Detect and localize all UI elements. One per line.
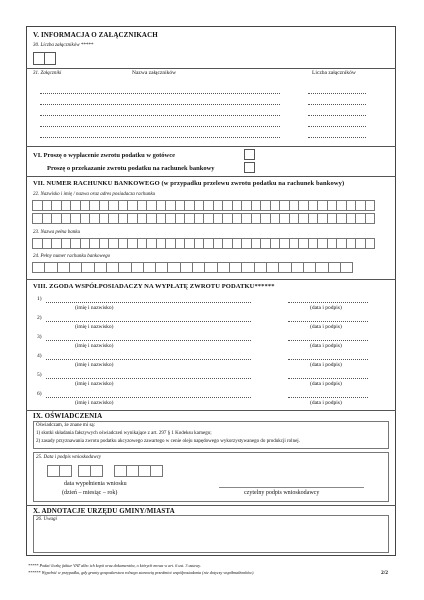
attachments-names-header: Nazwa załączników	[132, 70, 177, 76]
bank-transfer-checkbox[interactable]	[244, 162, 255, 173]
coowner-signature-line[interactable]	[288, 359, 368, 360]
date-day-boxes[interactable]	[48, 465, 72, 477]
coowner-signature-line[interactable]	[288, 302, 368, 303]
bank-name-row[interactable]	[33, 238, 375, 249]
attachment-name-line[interactable]	[40, 104, 280, 105]
divider	[26, 68, 396, 69]
coowner-number: 4)	[37, 353, 42, 359]
field-25-label: 25. Data i podpis wnioskodawcy	[36, 455, 102, 460]
section-5-title: V. INFORMACJA O ZAŁĄCZNIKACH	[33, 31, 158, 39]
coowner-signature-line[interactable]	[288, 321, 368, 322]
date-format-caption: (dzień – miesiąc – rok)	[62, 490, 118, 496]
coowner-name-caption: (imię i nazwisko)	[75, 305, 114, 311]
field-31-label: 31. Załączniki	[33, 71, 62, 76]
coowner-signature-line[interactable]	[288, 340, 368, 341]
attachments-count-header: Liczba załączników	[312, 70, 356, 76]
coowner-signature-caption: (data i podpis)	[310, 362, 342, 368]
applicant-signature-caption: czytelny podpis wnioskodawcy	[244, 490, 320, 496]
coowner-signature-caption: (data i podpis)	[310, 381, 342, 387]
divider	[26, 279, 396, 280]
section-9-title: IX. OŚWIADCZENIA	[33, 412, 103, 420]
account-number-row[interactable]	[33, 262, 353, 273]
coowner-name-line[interactable]	[46, 378, 251, 379]
coowner-signature-line[interactable]	[288, 378, 368, 379]
attachment-name-line[interactable]	[40, 115, 280, 116]
attachment-name-line[interactable]	[40, 137, 280, 138]
coowner-number: 2)	[37, 315, 42, 321]
account-holder-row-1[interactable]	[33, 200, 375, 211]
account-holder-row-2[interactable]	[33, 213, 375, 224]
date-month-boxes[interactable]	[79, 465, 103, 477]
attachment-name-line[interactable]	[40, 126, 280, 127]
field-22-label: 22. Nazwisko i imię / nazwa oraz adres posiadacza rachunku	[33, 192, 156, 197]
field-23-label: 23. Nazwa pełna banku	[33, 230, 80, 235]
attachments-count-box-2[interactable]	[44, 52, 56, 65]
coowner-signature-caption: (data i podpis)	[310, 343, 342, 349]
footnote-6: ****** Wypełnić w przypadku, gdy grunty gospodarstwa rolnego stanowią przedmiot współposiadania (nie dotyczy współmałżonków).	[28, 570, 255, 575]
coowner-name-caption: (imię i nazwisko)	[75, 324, 114, 330]
attachment-count-line[interactable]	[308, 104, 366, 105]
attachment-count-line[interactable]	[308, 126, 366, 127]
coowner-number: 6)	[37, 391, 42, 397]
date-caption: data wypełnienia wniosku	[64, 481, 127, 487]
section-10-title: X. ADNOTACJE URZĘDU GMINY/MIASTA	[33, 507, 175, 515]
section-7-title: VII. NUMER RACHUNKU BANKOWEGO (w przypadku przelewu zwrotu podatku na rachunek bankowy)	[33, 180, 345, 187]
coowner-name-line[interactable]	[46, 397, 251, 398]
coowner-name-caption: (imię i nazwisko)	[75, 362, 114, 368]
coowner-signature-line[interactable]	[288, 397, 368, 398]
field-30-label: 30. Liczba załączników *****	[33, 43, 94, 48]
attachment-count-line[interactable]	[308, 137, 366, 138]
footnote-5: ***** Podać liczbę faktur VAT albo ich kopii oraz dokumentów, o których mowa w art. 6 ust. 3 ustawy.	[28, 563, 201, 568]
coowner-name-caption: (imię i nazwisko)	[75, 400, 114, 406]
coowner-name-line[interactable]	[46, 359, 251, 360]
divider	[26, 146, 396, 147]
coowner-signature-caption: (data i podpis)	[310, 400, 342, 406]
section-8-title: VIII. ZGODA WSPÓŁPOSIADACZY NA WYPŁATĘ ZWROTU PODATKU******	[33, 283, 275, 290]
field-24-label: 24. Pełny numer rachunku bankowego	[33, 254, 111, 259]
bank-transfer-label: Proszę o przekazanie zwrotu podatku na rachunek bankowy	[47, 165, 215, 172]
attachment-count-line[interactable]	[308, 93, 366, 94]
cash-refund-label: VI. Proszę o wypłacenie zwrotu podatku w gotówce	[33, 152, 176, 159]
coowner-signature-caption: (data i podpis)	[310, 324, 342, 330]
coowner-signature-caption: (data i podpis)	[310, 305, 342, 311]
attachment-count-line[interactable]	[308, 115, 366, 116]
divider	[26, 176, 396, 177]
field-26-label: 26. Uwagi	[36, 517, 57, 522]
declaration-1: 1) skutki składania fałszywych oświadczeń wynikające z art. 297 § 1 Kodeksu karnego;	[36, 431, 212, 436]
declarations-intro: Oświadczam, że znane mi są:	[36, 423, 96, 428]
divider	[26, 505, 396, 506]
page-number: 2/2	[381, 570, 389, 576]
coowner-name-line[interactable]	[46, 340, 251, 341]
attachment-name-line[interactable]	[40, 93, 280, 94]
date-year-boxes[interactable]	[115, 465, 163, 477]
coowner-number: 5)	[37, 372, 42, 378]
coowner-name-line[interactable]	[46, 321, 251, 322]
coowner-name-caption: (imię i nazwisko)	[75, 343, 114, 349]
coowner-number: 3)	[37, 334, 42, 340]
coowner-name-caption: (imię i nazwisko)	[75, 381, 114, 387]
coowner-number: 1)	[37, 296, 42, 302]
remarks-box[interactable]	[33, 515, 389, 553]
applicant-signature-line[interactable]	[219, 487, 364, 488]
declaration-2: 2) zasady przyznawania zwrotu podatku akcyzowego zawartego w cenie oleju napędowego wykorzystywanego do produkcji rolnej.	[36, 439, 300, 444]
cash-refund-checkbox[interactable]	[244, 149, 255, 160]
coowner-name-line[interactable]	[46, 302, 251, 303]
divider	[26, 410, 396, 411]
